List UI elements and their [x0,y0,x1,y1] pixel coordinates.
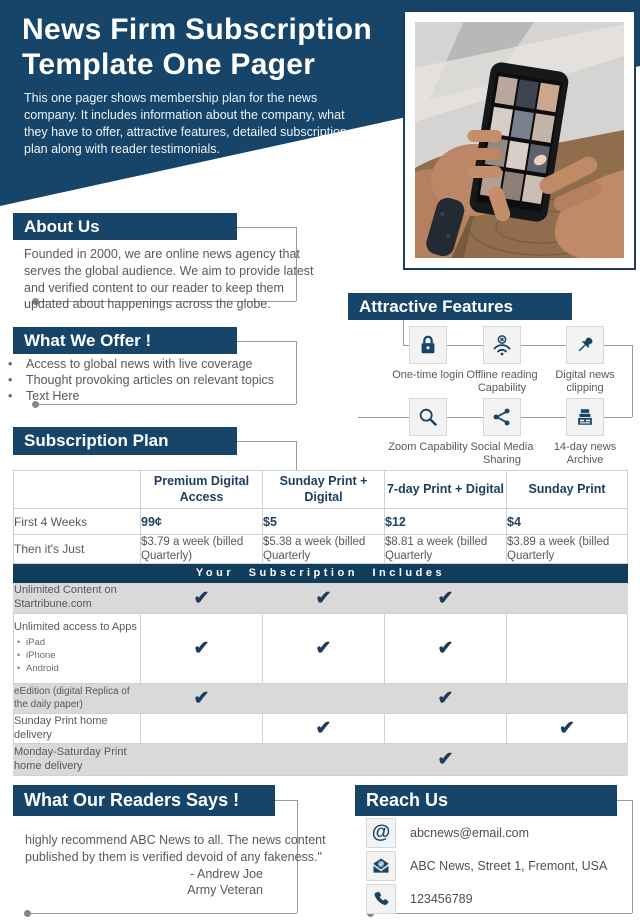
check-cell: ✔ [141,583,263,614]
row-label: Monday-Saturday Print home delivery [14,744,141,776]
what-we-offer-heading: What We Offer ! [13,327,237,354]
lock-icon [417,334,439,356]
app-item: • Android [14,663,140,676]
check-cell [507,684,628,714]
price-cell: 99¢ [141,509,263,535]
share-icon [491,406,513,428]
table-header-row [14,471,628,509]
check-cell: ✔ [507,714,628,744]
price-cell: $3.79 a week (billed Quarterly) [141,535,263,564]
check-cell: ✔ [263,583,385,614]
check-cell: ✔ [385,583,507,614]
price-cell: $5.38 a week (billed Quarterly [263,535,385,564]
column-header: Sunday Print [507,471,628,509]
feature-label: Digital news clipping [555,369,615,394]
phone-icon [372,890,391,909]
table-row [14,509,628,535]
app-item: • iPhone [14,650,140,663]
magnifier-icon [417,406,439,428]
offer-item: • Thought provoking articles on relevant topics [0,372,320,388]
feature-tile [566,398,604,436]
connector-dot [24,910,31,917]
check-cell [263,684,385,714]
contact-tile [366,884,396,914]
apps-list [14,637,140,675]
feature-tile [409,398,447,436]
row-label: Unlimited Content on Startribune.com [14,583,141,614]
check-cell: ✔ [141,684,263,714]
page-description: This one pager shows membership plan for the news company. It includes information about the company, what they have to offer, attractive features, detailed subscription plan along with reader testimonials. [24,91,347,157]
row-label-text: Unlimited access to Apps [14,621,137,634]
row-label: Then it's Just [14,535,141,564]
column-header: 7-day Print + Digital [385,471,507,509]
reach-us-heading: Reach Us [355,785,617,816]
contact-address: ABC News, Street 1, Fremont, USA [410,859,608,873]
feature-tile [409,326,447,364]
table-banner-row [14,564,628,583]
check-cell [141,744,263,776]
row-label [14,614,141,684]
column-header: Sunday Print + Digital [263,471,385,509]
row-label: Sunday Print home delivery [14,714,141,744]
about-us-body: Founded in 2000, we are online news agency that serves the global audience. We aim to provide latest and verified content to our reader to keep them updated about happenings across the globe. [24,247,314,312]
banner-text: Your Subscription Includes [14,564,628,583]
corner-cell [14,471,141,509]
table-row [14,535,628,564]
app-item: • iPad [14,637,140,650]
check-cell [385,714,507,744]
contact-tile [366,818,396,848]
subscription-plan-heading: Subscription Plan [13,427,237,455]
mail-icon [371,856,391,876]
testimonials-heading: What Our Readers Says ! [13,785,275,816]
check-cell [141,714,263,744]
price-cell: $4 [507,509,628,535]
check-cell [507,614,628,684]
feature-label: Offline reading Capability [466,369,538,394]
offline-wifi-icon [490,333,514,357]
check-cell: ✔ [385,614,507,684]
pushpin-icon [574,334,596,356]
subscription-table [13,470,628,776]
offer-list [0,356,320,404]
feature-tile [483,398,521,436]
table-row [14,583,628,614]
check-cell: ✔ [263,614,385,684]
price-cell: $3.89 a week (billed Quarterly [507,535,628,564]
testimonial-attribution [25,867,263,898]
attractive-features-heading: Attractive Features [348,293,572,320]
about-us-heading: About Us [13,213,237,240]
price-cell: $12 [385,509,507,535]
table-row [14,744,628,776]
price-cell: $8.81 a week (billed Quarterly [385,535,507,564]
contact-phone: 123456789 [410,892,473,906]
testimonial-quote: highly recommend ABC News to all. The news content published by them is verified devoid of any fakeness." [25,833,326,864]
contact-email: abcnews@email.com [410,826,529,840]
feature-label: Social Media Sharing [470,441,534,466]
check-cell [507,744,628,776]
check-cell: ✔ [141,614,263,684]
table-row [14,714,628,744]
at-icon: @ [371,822,391,843]
feature-tile [566,326,604,364]
newspaper-archive-icon [574,406,596,428]
feature-label: Zoom Capability [388,441,468,453]
news-app-photo [403,10,636,270]
page-title: News Firm Subscription Template One Pager [22,13,372,82]
offer-item: • Text Here [0,388,320,404]
column-header: Premium Digital Access [141,471,263,509]
feature-label: 14-day news Archive [553,441,617,466]
testimonial-author: - Andrew Joe [190,867,263,881]
feature-label: One-time login [392,369,464,381]
check-cell [263,744,385,776]
check-cell: ✔ [385,744,507,776]
price-cell: $5 [263,509,385,535]
check-cell: ✔ [385,684,507,714]
check-cell [507,583,628,614]
photo-illustration [415,22,624,258]
testimonial-author-title: Army Veteran [187,882,263,897]
offer-item: • Access to global news with live coverage [0,356,320,372]
table-row [14,614,628,684]
row-label: First 4 Weeks [14,509,141,535]
check-cell: ✔ [263,714,385,744]
row-label: eEdition (digital Replica of the daily paper) [14,684,141,714]
feature-tile [483,326,521,364]
table-row [14,684,628,714]
contact-tile [366,851,396,881]
